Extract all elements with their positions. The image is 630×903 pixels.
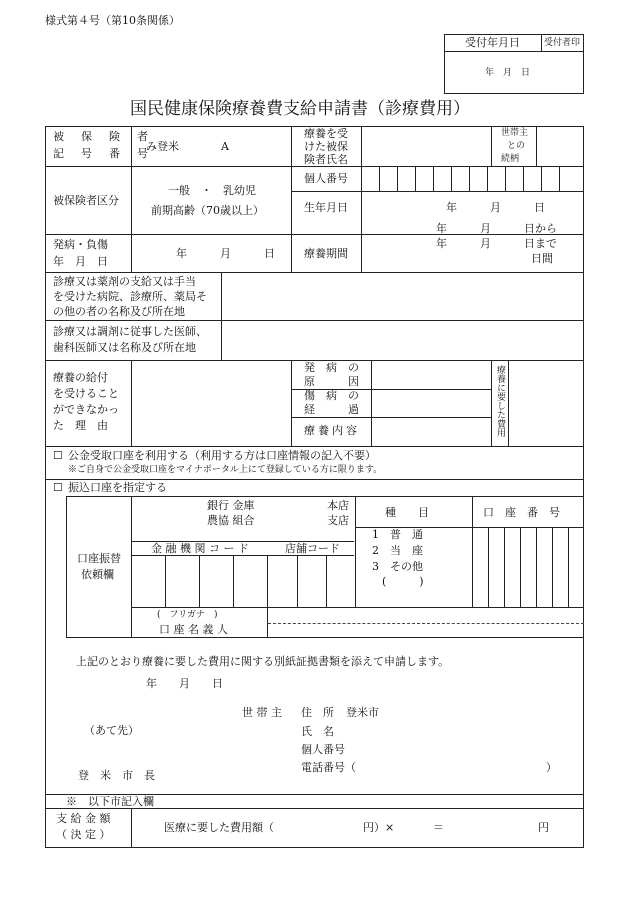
type-option-1[interactable]: 1 普 通 (372, 528, 423, 541)
declaration-text: 上記のとおり療養に要した費用に関する別紙証拠書類を添えて申請します。 (76, 655, 450, 668)
row-doctor (46, 321, 583, 361)
reason-label-2: を受けること (53, 387, 119, 400)
patient-label-3: 険者氏名 (304, 153, 348, 166)
insured-symbol-suffix[interactable]: A (221, 140, 229, 153)
type-header: 種 目 (385, 506, 429, 519)
row-facility (46, 273, 583, 321)
cost-yen-1: 円）× (363, 821, 395, 834)
name-label: 氏 名 (301, 725, 334, 738)
page-title: 国民健康保険療養費支給申請書（診療費用） (130, 99, 470, 119)
cost-text: 医療に要した費用額（ (164, 821, 274, 834)
cause-label-1: 発 病 の (304, 361, 359, 374)
declaration-date[interactable]: 年 月 日 (146, 677, 223, 690)
row-public-account (46, 447, 583, 480)
row-onset (46, 222, 583, 273)
period-label: 療養期間 (304, 247, 348, 260)
personal-number-boxes[interactable] (361, 167, 583, 191)
bank-code-boxes[interactable] (131, 555, 267, 607)
public-account-note: ※ご自身で公金受取口座をマイナポータル上にて登録している方に限ります。 (68, 465, 383, 475)
period-days[interactable]: 日間 (531, 252, 553, 265)
relation-label-2: との (507, 141, 526, 151)
transfer-text: 振込口座を指定する (68, 481, 167, 494)
doctor-label-1: 診療又は調剤に従事した医師、 (53, 325, 207, 338)
branch-type-2[interactable]: 支店 (327, 514, 349, 527)
branch-code-label: 店舗コード (285, 542, 340, 555)
onset-value[interactable]: 年 月 日 (176, 247, 275, 260)
city-use-header: ※ 以下市記入欄 (66, 795, 154, 808)
reason-label-1: 療養の給付 (53, 371, 108, 384)
cost-equals: ＝ (433, 821, 444, 834)
personal-number-label: 個人番号 (304, 172, 348, 185)
period-to[interactable]: 年 月 日まで (436, 237, 557, 250)
branch-type-1[interactable]: 本店 (327, 499, 349, 512)
relation-label-1: 世帯主 (501, 128, 529, 138)
row-transfer-header (46, 480, 583, 496)
progress-label-1: 傷 病 の (304, 389, 359, 402)
reason-label-4: た 理 由 (53, 419, 108, 432)
transfer-side-1: 口座振替 (77, 552, 121, 565)
progress-label-2: 経 過 (304, 403, 359, 416)
type-option-2[interactable]: 2 当 座 (372, 544, 423, 557)
city-use-header-row (46, 795, 583, 809)
receipt-date-value[interactable]: 年 月 日 (485, 68, 531, 78)
reason-label-3: ができなかっ (53, 403, 119, 416)
insured-label-2: 記 号 番 号 (53, 147, 151, 160)
type-option-3[interactable]: 3 その他 (372, 560, 423, 573)
content-label: 療養内容 (304, 424, 360, 437)
cost-yen-2: 円 (538, 821, 549, 834)
public-account-checkbox[interactable]: ☐ (53, 449, 63, 462)
birth-value[interactable]: 年 月 日 (446, 201, 545, 214)
cost-vertical-label: 療養に要した費用 (495, 365, 505, 437)
addressee-label: （あて先） (84, 724, 139, 737)
category-label: 被保険者区分 (53, 194, 119, 207)
period-from[interactable]: 年 月 日から (436, 222, 557, 235)
patient-label-2: けた被保 (304, 140, 348, 153)
type-option-other[interactable]: ( ) (382, 575, 424, 588)
address-value[interactable]: 登米市 (346, 706, 379, 719)
household-head-label: 世 帯 主 (242, 706, 282, 719)
insured-label-1: 被 保 険 者 (53, 130, 151, 143)
cause-label-2: 原 因 (304, 375, 359, 388)
relation-label-3: 続柄 (501, 154, 520, 164)
facility-label-3: の他の者の名称及び所在地 (53, 305, 185, 318)
category-general[interactable]: 一般 ・ 乳幼児 (168, 184, 256, 197)
phone-close: ） (546, 761, 557, 774)
account-number-boxes[interactable] (472, 527, 584, 607)
bank-code-label: 金 融 機 関 コ ー ド (151, 542, 249, 555)
declaration-personal-number: 個人番号 (301, 743, 345, 756)
declaration-block (46, 638, 583, 795)
address-label: 住 所 (301, 706, 334, 719)
transfer-side-2: 依頼欄 (81, 568, 114, 581)
patient-label-1: 療養を受 (304, 127, 348, 140)
birth-label: 生年月日 (304, 201, 348, 214)
holder-label: 口 座 名 義 人 (159, 623, 228, 636)
public-account-text: 公金受取口座を利用する（利用する方は口座情報の記入不要） (68, 449, 376, 462)
phone-label: 電話番号（ (301, 761, 356, 774)
payment-label-1: 支 給 金 額 (56, 812, 111, 825)
receipt-seal-header: 受付者印 (544, 38, 581, 48)
form-table (45, 126, 584, 848)
insured-symbol[interactable]: み登米 (146, 140, 179, 153)
transfer-checkbox[interactable]: ☐ (53, 481, 63, 494)
facility-label-2: を受けた病院、診療所、薬局そ (53, 290, 207, 303)
receipt-box (444, 34, 584, 94)
category-elderly[interactable]: 前期高齢（70歳以上） (151, 204, 264, 217)
bank-type-1[interactable]: 銀行 金庫 (207, 499, 255, 512)
bank-type-2[interactable]: 農協 組合 (207, 514, 255, 527)
account-header: 口 座 番 号 (483, 506, 560, 519)
doctor-label-2: 歯科医師又は名称及び所在地 (53, 341, 196, 354)
form-id: 様式第４号（第10条関係） (45, 14, 180, 27)
row-insured (46, 127, 583, 167)
payment-label-2: （ 決 定 ） (56, 828, 111, 841)
onset-label-1: 発病・負傷 (53, 238, 108, 251)
mayor-label: 登 米 市 長 (78, 769, 155, 782)
payment-row (46, 809, 583, 847)
kana-divider (268, 623, 584, 624)
receipt-date-header: 受付年月日 (465, 36, 520, 49)
row-reason (46, 361, 583, 447)
branch-code-boxes[interactable] (267, 555, 355, 607)
onset-label-2: 年 月 日 (53, 255, 108, 268)
holder-kana-label: ( フリガナ ) (157, 610, 218, 620)
facility-label-1: 診療又は薬剤の支給又は手当 (53, 275, 196, 288)
transfer-block (66, 496, 583, 638)
